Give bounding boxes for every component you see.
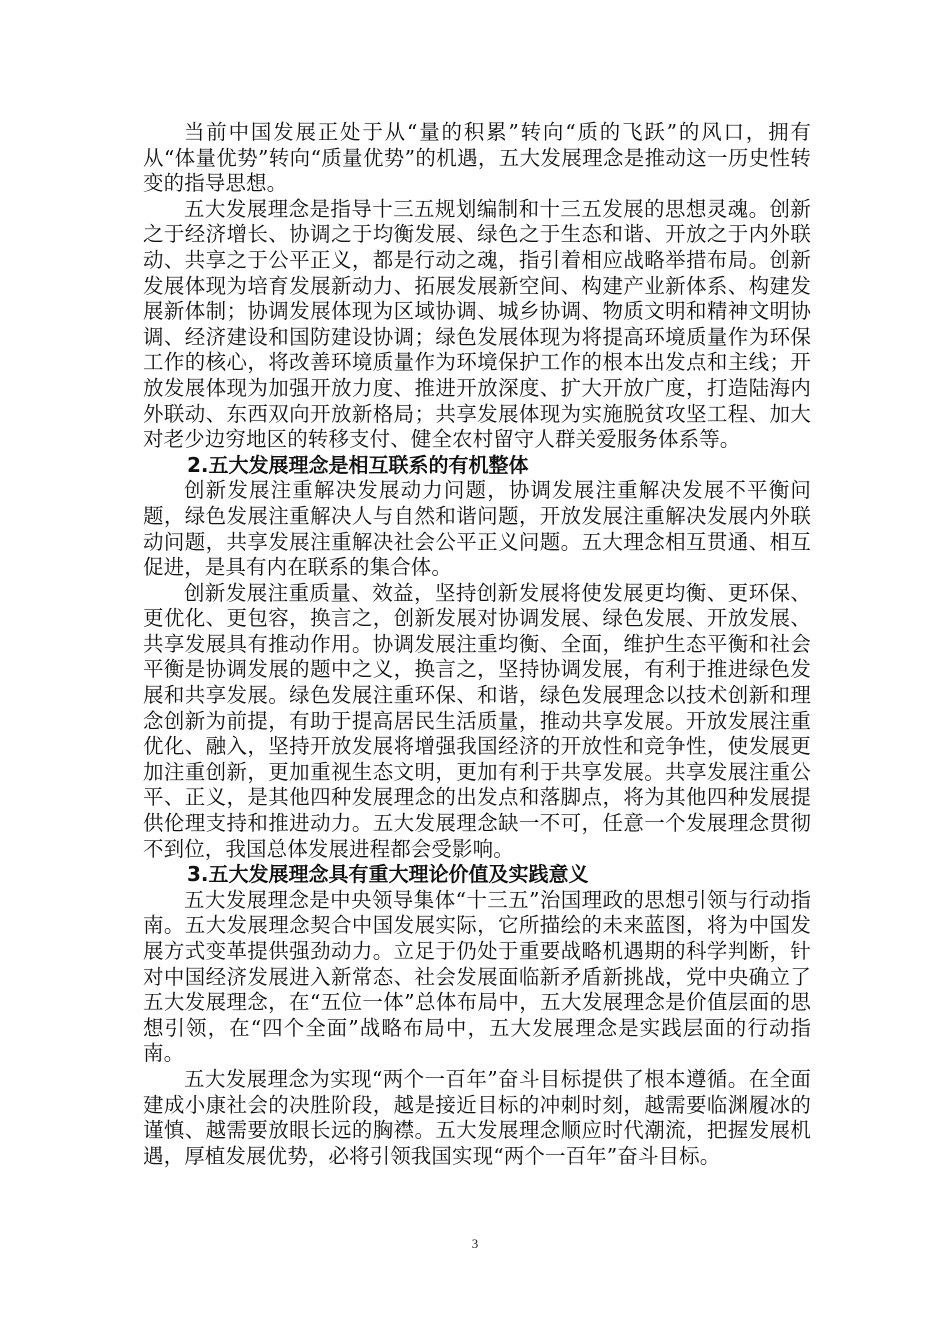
- paragraph-intro: 当前中国发展正处于从“量的积累”转向“质的飞跃”的风口，拥有从“体量优势”转向“质量优势”的机遇，五大发展理念是推动这一历史性转变的指导思想。: [143, 120, 811, 196]
- page-number: 3: [471, 1236, 479, 1251]
- paragraph-guidance: 五大发展理念是中央领导集体“十三五”治国理政的思想引领与行动指南。五大发展理念契合中国发展实际，它所描绘的未来蓝图，将为中国发展方式变革提供强劲动力。立足于仍处于重要战略机遇期的科学判断，针对中国经济发展进入新常态、社会发展面临新矛盾新挑战，党中央确立了五大发展理念，在“五位一体”总体布局中，五大发展理念是价值层面的思想引领，在“四个全面”战略布局中，五大发展理念是实践层面的行动指南。: [143, 887, 811, 1066]
- section-heading-3: 3.五大发展理念具有重大理论价值及实践意义: [187, 862, 589, 887]
- paragraph-mutual-promotion: 创新发展注重质量、效益，坚持创新发展将使发展更均衡、更环保、更优化、更包容，换言之，创新发展对协调发展、绿色发展、开放发展、共享发展具有推动作用。协调发展注重均衡、全面，维护生态平衡和社会平衡是协调发展的题中之义，换言之，坚持协调发展，有利于推进绿色发展和共享发展。绿色发展注重环保、和谐，绿色发展理念以技术创新和理念创新为前提，有助于提高居民生活质量，推动共享发展。开放发展注重优化、融入，坚持开放发展将增强我国经济的开放性和竞争性，使发展更加注重创新，更加重视生态文明，更加有利于共享发展。共享发展注重公平、正义，是其他四种发展理念的出发点和落脚点，将为其他四种发展提供伦理支持和推进动力。五大发展理念缺一不可，任意一个发展理念贯彻不到位，我国总体发展进程都会受影响。: [143, 580, 811, 861]
- document-body: [143, 120, 811, 1169]
- section-heading-2: 2.五大发展理念是相互联系的有机整体: [187, 452, 529, 477]
- paragraph-guiding-soul: 五大发展理念是指导十三五规划编制和十三五发展的思想灵魂。创新之于经济增长、协调之于均衡发展、绿色之于生态和谐、开放之于内外联动、共享之于公平正义，都是行动之魂，指引着相应战略举措布局。创新发展体现为培育发展新动力、拓展发展新空间、构建产业新体系、构建发展新体制；协调发展体现为区域协调、城乡协调、物质文明和精神文明协调、经济建设和国防建设协调；绿色发展体现为将提高环境质量作为环保工作的核心，将改善环境质量作为环境保护工作的根本出发点和主线；开放发展体现为加强开放力度、推进开放深度、扩大开放广度，打造陆海内外联动、东西双向开放新格局；共享发展体现为实施脱贫攻坚工程、加大对老少边穷地区的转移支付、健全农村留守人群关爱服务体系等。: [143, 196, 811, 452]
- paragraph-two-centenary-goals: 五大发展理念为实现“两个一百年”奋斗目标提供了根本遵循。在全面建成小康社会的决胜阶段，越是接近目标的冲刺时刻，越需要临渊履冰的谨慎、越需要放眼长远的胸襟。五大发展理念顺应时代潮流，把握发展机遇，厚植发展优势，必将引领我国实现“两个一百年”奋斗目标。: [143, 1066, 811, 1168]
- paragraph-interrelation: 创新发展注重解决发展动力问题，协调发展注重解决发展不平衡问题，绿色发展注重解决人与自然和谐问题，开放发展注重解决发展内外联动问题，共享发展注重解决社会公平正义问题。五大理念相互贯通、相互促进，是具有内在联系的集合体。: [143, 478, 811, 580]
